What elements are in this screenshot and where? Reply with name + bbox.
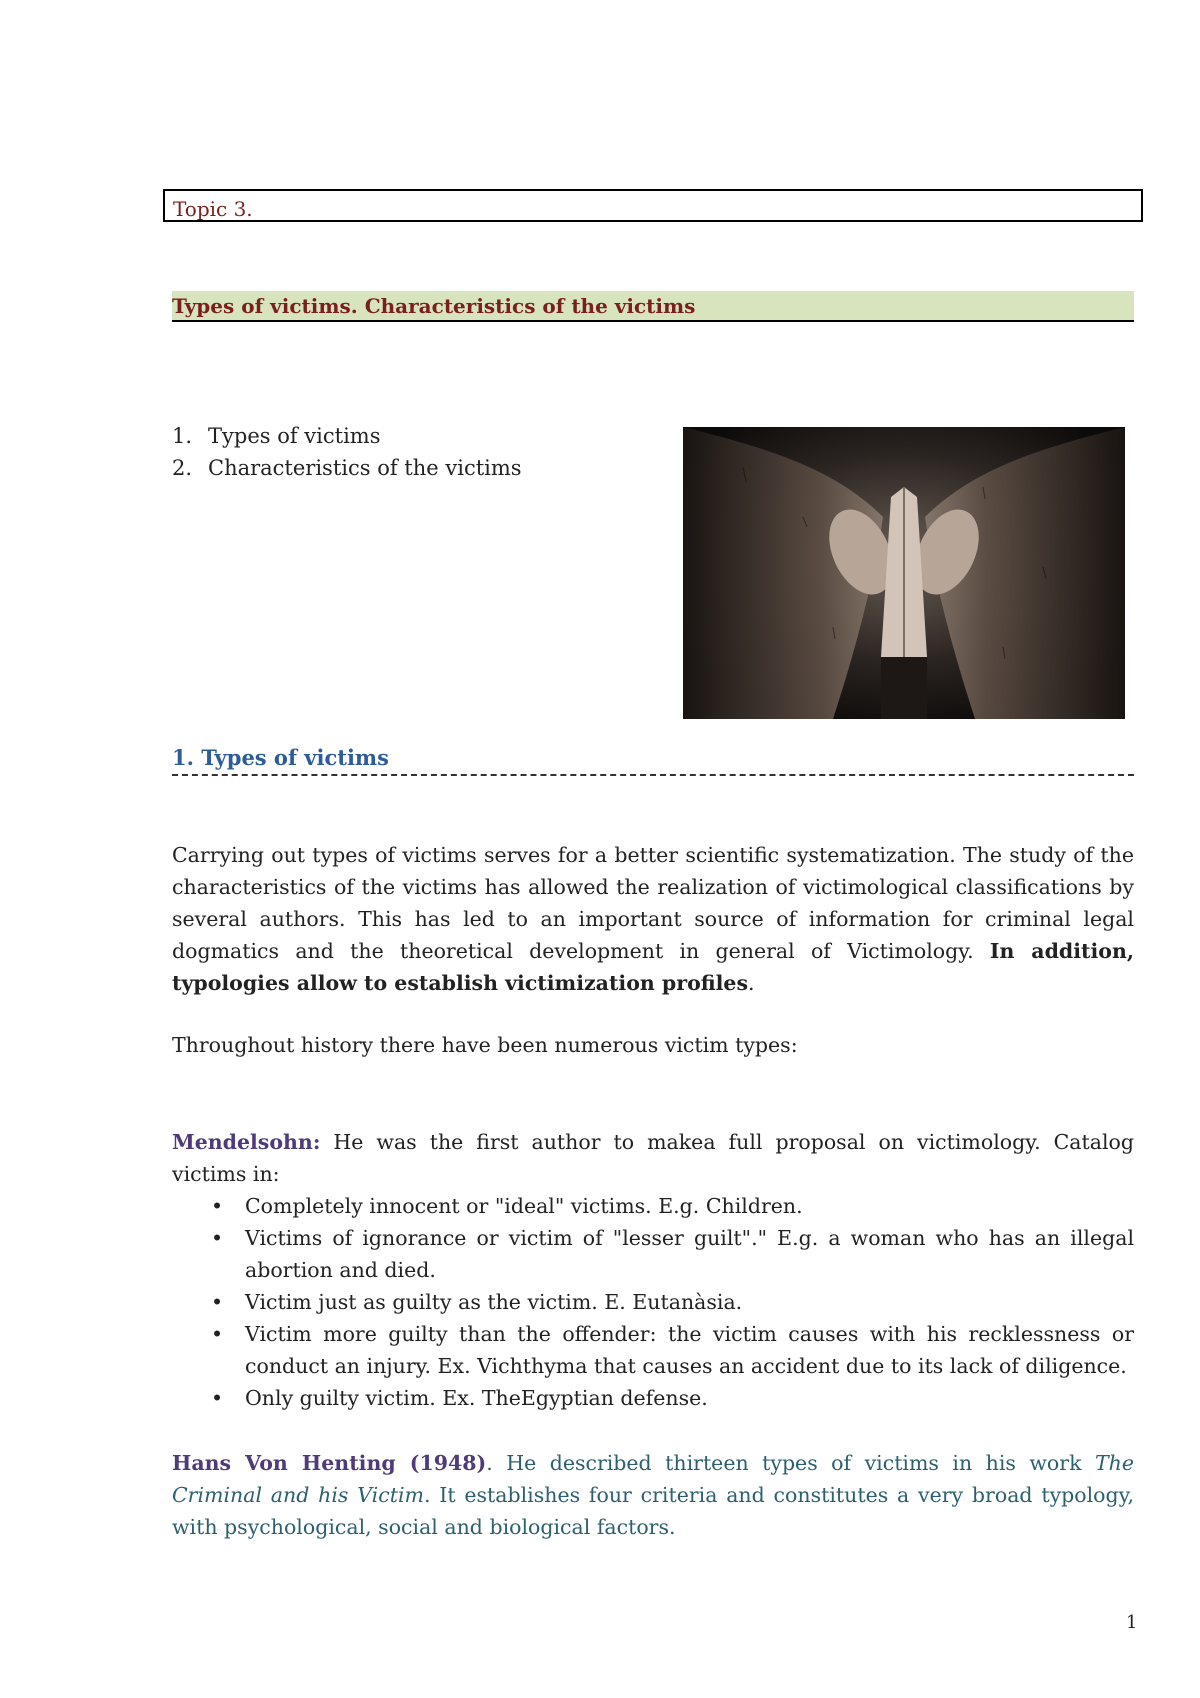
- toc-item: [172, 456, 522, 480]
- henting-text-1: . He described thirteen types of victims in his work: [486, 1451, 1095, 1475]
- list-item: • Victims of ignorance or victim of "lesser guilt"." E.g. a woman who has an illegal abortion and died.: [205, 1222, 1134, 1286]
- work-title: The Criminal and his Victim: [172, 1451, 1134, 1507]
- history-paragraph: Throughout history there have been numerous victim types:: [172, 1033, 798, 1057]
- intro-bold-text: In addition, typologies allow to establish victimization profiles: [172, 939, 1134, 995]
- two-women-praying-image: [683, 427, 1125, 719]
- topic-label: Topic 3.: [173, 197, 253, 221]
- illustration-photo: [683, 427, 1125, 719]
- author-name: Mendelsohn:: [172, 1130, 321, 1154]
- author-description: He was the first author to makea full proposal on victimology. Catalog victims in:: [172, 1130, 1134, 1186]
- list-item: • Only guilty victim. Ex. TheEgyptian defense.: [205, 1382, 1134, 1414]
- list-item: • Victim just as guilty as the victim. E. Eutanàsia.: [205, 1286, 1134, 1318]
- list-item: • Victim more guilty than the offender: the victim causes with his recklessness or conduct an injury. Ex. Vichthyma that causes an accident due to its lack of diligence.: [205, 1318, 1134, 1382]
- author-name: Hans Von Henting (1948): [172, 1451, 487, 1475]
- topic-box: [163, 189, 1143, 222]
- page-number: 1: [1126, 1612, 1138, 1633]
- henting-text-2: . It establishes four criteria and constitutes a very broad typology, with psychological, social and biological factors.: [172, 1483, 1135, 1539]
- document-title: Types of victims. Characteristics of the victims: [172, 294, 696, 318]
- toc-label: Characteristics of the victims: [208, 456, 522, 480]
- section-divider: [172, 774, 1134, 776]
- mendelsohn-paragraph: [172, 1126, 1134, 1190]
- mendelsohn-list: [205, 1190, 1134, 1414]
- toc-label: Types of victims: [208, 424, 381, 448]
- intro-paragraph: [172, 839, 1134, 999]
- section-heading: 1. Types of victims: [172, 745, 389, 770]
- intro-text: Carrying out types of victims serves for a better scientific systematization. The study of the characteristics of the victims has allowed the realization of victimological classifications by several authors. This has led to an important source of information for criminal legal dogmatics and the theoretical development in general of Victimology.: [172, 843, 1134, 963]
- title-band: [172, 291, 1134, 322]
- list-item: • Completely innocent or "ideal" victims. E.g. Children.: [205, 1190, 1134, 1222]
- toc-item: [172, 424, 380, 448]
- toc-number: 1.: [172, 424, 193, 448]
- toc-number: 2.: [172, 456, 193, 480]
- henting-paragraph: [172, 1447, 1134, 1543]
- intro-end: .: [748, 971, 755, 995]
